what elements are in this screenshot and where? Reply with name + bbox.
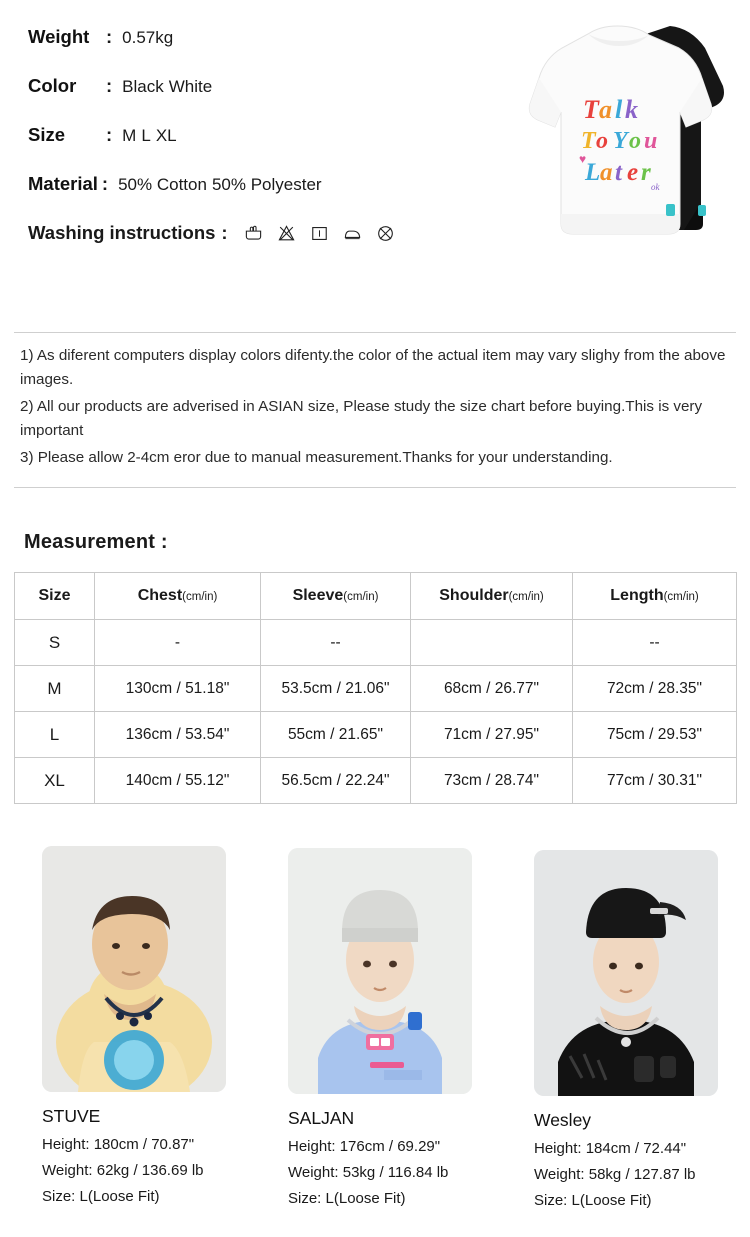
cell-length: 75cm / 29.53" (573, 712, 737, 758)
spec-colon-material: : (101, 173, 109, 194)
cell-chest: - (95, 620, 261, 666)
header-length: Length(cm/in) (573, 573, 737, 620)
divider-bottom (14, 487, 736, 488)
spec-label-material: Material (28, 173, 98, 194)
cell-sleeve: -- (261, 620, 411, 666)
cell-chest: 140cm / 55.12" (95, 758, 261, 804)
svg-text:T: T (583, 95, 599, 124)
table-row (15, 712, 737, 758)
model-photo-stuve (42, 846, 226, 1092)
svg-text:ok: ok (651, 182, 660, 192)
product-spec-block (28, 26, 458, 244)
tumble-dry-icon (310, 224, 329, 243)
spec-row-color (28, 75, 458, 97)
do-not-bleach-icon (277, 224, 296, 243)
cell-chest: 130cm / 51.18" (95, 666, 261, 712)
model-size: Size: L(Loose Fit) (534, 1192, 652, 1209)
spec-label-color: Color (28, 75, 77, 96)
header-chest: Chest(cm/in) (95, 573, 261, 620)
spec-label-weight: Weight (28, 26, 90, 47)
note-1: 1) As diferent computers display colors difenty.the color of the actual item may vary slighy from the above images. (20, 347, 726, 388)
spec-value-material-polyester: 50% Polyester (211, 175, 322, 194)
model-name: SALJAN (288, 1108, 355, 1128)
header-shoulder: Shoulder(cm/in) (411, 573, 573, 620)
measurement-title: Measurement : (24, 531, 168, 553)
spec-row-washing (28, 222, 458, 244)
iron-low-icon (343, 224, 362, 243)
spec-value-size-m: M (122, 126, 137, 145)
sweatshirt-product-photo (455, 8, 745, 298)
model-card (500, 846, 750, 1209)
svg-text:r: r (641, 159, 651, 186)
table-row (15, 758, 737, 804)
cell-sleeve: 55cm / 21.65" (261, 712, 411, 758)
measurement-table (14, 572, 737, 804)
svg-text:Y: Y (613, 128, 628, 154)
model-weight: Weight: 58kg / 127.87 lb (534, 1166, 696, 1183)
spec-value-size-xl: XL (155, 126, 177, 145)
spec-label-washing: Washing instructions (28, 222, 216, 243)
cell-size: M (15, 666, 95, 712)
spec-colon-size: : (106, 124, 113, 145)
svg-text:a: a (599, 95, 612, 124)
model-photo-saljan (288, 848, 472, 1094)
spec-value-color-white: White (168, 77, 213, 96)
spec-value-size-l: L (141, 126, 151, 145)
cell-length: 77cm / 30.31" (573, 758, 737, 804)
table-row (15, 666, 737, 712)
svg-text:k: k (625, 95, 638, 124)
spec-row-weight (28, 26, 458, 48)
model-info-row (0, 846, 750, 1209)
svg-text:♥: ♥ (579, 152, 587, 166)
model-weight: Weight: 62kg / 136.69 lb (42, 1162, 204, 1179)
svg-text:a: a (600, 159, 613, 186)
table-header-row (15, 573, 737, 620)
model-card (250, 846, 500, 1209)
header-size: Size (15, 573, 95, 620)
note-3: 3) Please allow 2-4cm eror due to manual measurement.Thanks for your understanding. (20, 449, 613, 467)
cell-length: -- (573, 620, 737, 666)
washing-icon-group (244, 224, 395, 243)
cell-chest: 136cm / 53.54" (95, 712, 261, 758)
svg-text:T: T (581, 128, 596, 154)
cell-shoulder: 68cm / 26.77" (411, 666, 573, 712)
spec-row-size (28, 124, 458, 146)
model-name: STUVE (42, 1106, 101, 1126)
model-size: Size: L(Loose Fit) (288, 1190, 406, 1207)
cell-sleeve: 56.5cm / 22.24" (261, 758, 411, 804)
notes-block (20, 344, 730, 474)
svg-text:u: u (644, 128, 658, 154)
table-row (15, 620, 737, 666)
model-photo-wesley (534, 850, 718, 1096)
model-name: Wesley (534, 1110, 592, 1130)
model-weight: Weight: 53kg / 116.84 lb (288, 1164, 449, 1181)
cell-size: XL (15, 758, 95, 804)
spec-value-material-cotton: 50% Cotton (118, 175, 207, 194)
cell-sleeve: 53.5cm / 21.06" (261, 666, 411, 712)
svg-text:e: e (627, 159, 639, 186)
header-sleeve: Sleeve(cm/in) (261, 573, 411, 620)
spec-colon-weight: : (106, 26, 113, 47)
spec-colon-washing: : (221, 222, 228, 243)
model-height: Height: 184cm / 72.44" (534, 1140, 687, 1157)
spec-value-color-black: Black (122, 77, 164, 96)
spec-label-size: Size (28, 124, 66, 145)
svg-text:o: o (596, 128, 608, 154)
note-2: 2) All our products are adverised in ASIAN size, Please study the size chart before buying.This is very important (20, 398, 703, 439)
cell-size: L (15, 712, 95, 758)
model-height: Height: 180cm / 70.87" (42, 1136, 195, 1153)
divider-top (14, 332, 736, 333)
svg-text:o: o (629, 128, 641, 154)
svg-text:t: t (615, 159, 622, 186)
cell-size: S (15, 620, 95, 666)
hand-wash-icon (244, 224, 263, 243)
model-size: Size: L(Loose Fit) (42, 1188, 160, 1205)
spec-row-material (28, 173, 458, 195)
cell-shoulder: 71cm / 27.95" (411, 712, 573, 758)
model-card (0, 846, 250, 1209)
svg-text:l: l (615, 95, 623, 124)
cell-shoulder: 73cm / 28.74" (411, 758, 573, 804)
do-not-dry-clean-icon (376, 224, 395, 243)
svg-text:L: L (585, 159, 601, 186)
spec-value-weight: 0.57kg (122, 28, 174, 47)
cell-shoulder (411, 620, 573, 666)
model-height: Height: 176cm / 69.29" (288, 1138, 441, 1155)
spec-colon-color: : (106, 75, 113, 96)
cell-length: 72cm / 28.35" (573, 666, 737, 712)
